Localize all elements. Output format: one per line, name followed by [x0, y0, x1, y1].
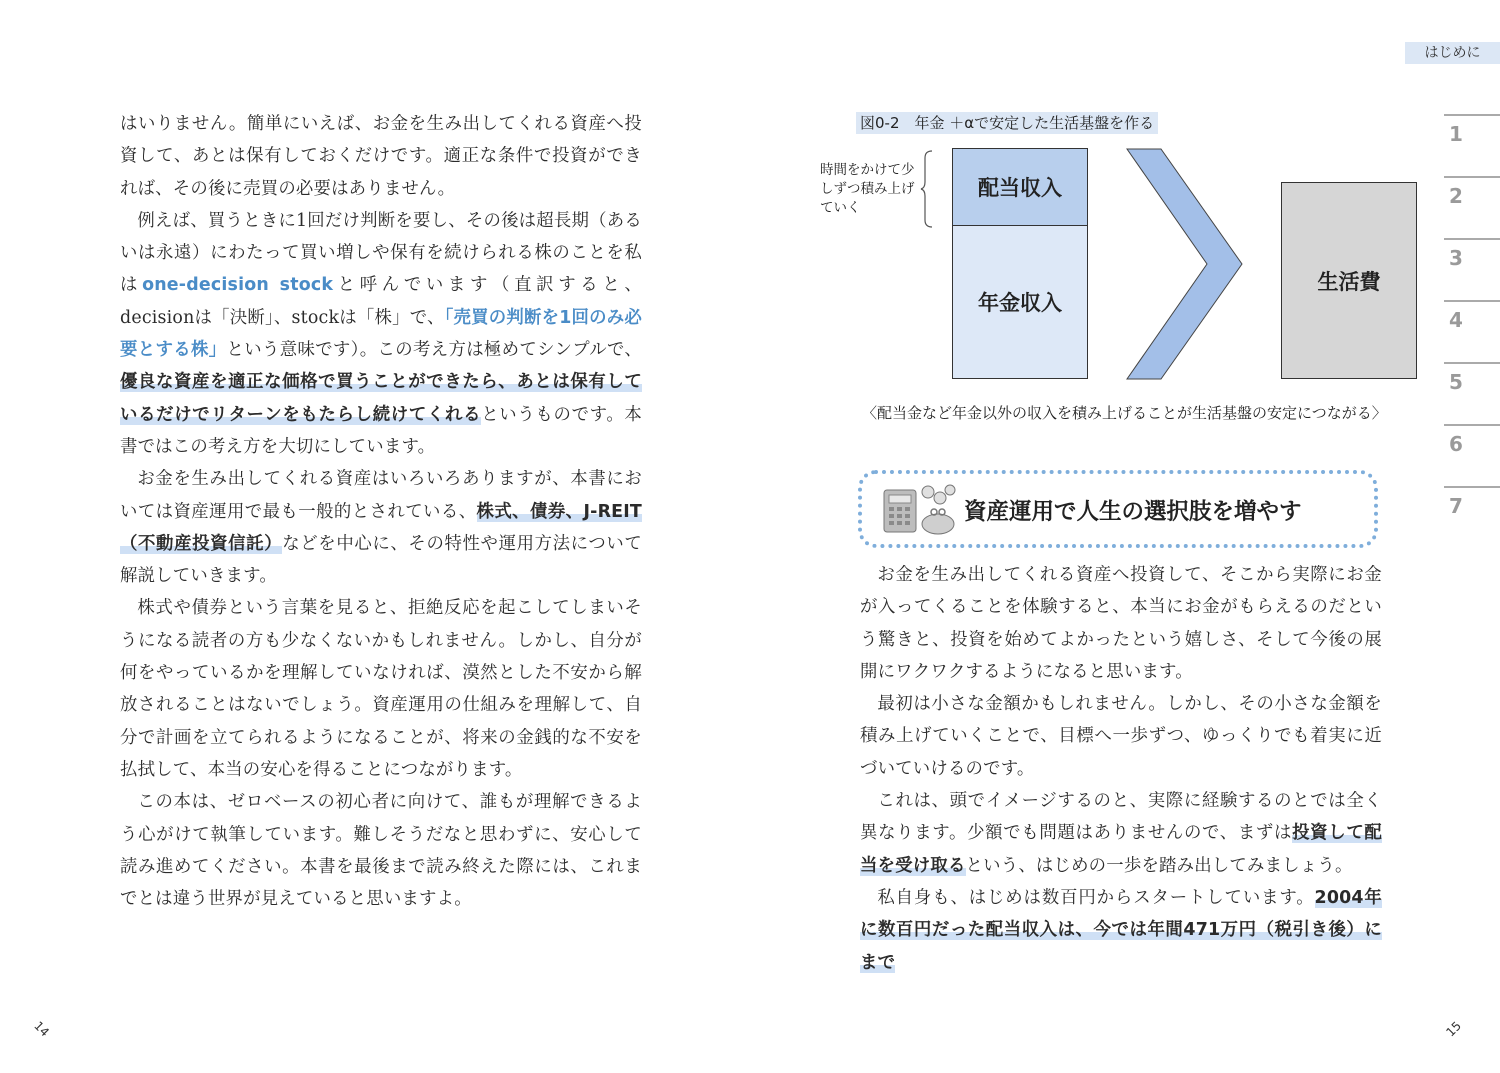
- text-run: お金を生み出してくれる資産はいろいろありますが、本書においては資産運用で最も一般的とされている、: [120, 469, 642, 522]
- paragraph: はいりません。簡単にいえば、お金を生み出してくれる資産へ投資して、あとは保有しておくだけです。適正な条件で投資ができれば、その後に売買の必要はありません。: [120, 114, 642, 199]
- paragraph: 最初は小さな金額かもしれません。しかし、その小さな金額を積み上げていくことで、目標へ一歩ずつ、ゆっくりでも着実に近づいていけるのです。: [860, 694, 1382, 779]
- chapter-number: 4: [1449, 308, 1463, 332]
- paragraph: [860, 882, 1382, 979]
- highlighted-text: 投資して配当を受け取る: [860, 823, 1382, 876]
- page-number-left: 14: [31, 1018, 52, 1040]
- text-run: という、はじめの一歩を踏み出してみましょう。: [965, 855, 1353, 876]
- paragraph: 株式や債券という言葉を見ると、拒絶反応を起こしてしまいそうになる読者の方も少なくないかもしれません。しかし、自分が何をやっているかを理解していなければ、漠然とした不安から解放されることはないでしょう。資産運用の仕組みを理解して、自分で計画を立てられるようになることが、将来の金銭的な不安を払拭して、本当の安心を得ることにつながります。: [120, 598, 642, 780]
- box-label: 配当収入: [978, 176, 1062, 200]
- term-one-decision-stock: one-decision stock: [142, 275, 334, 296]
- figure-caption: 〈配当金など年金以外の収入を積み上げることが生活基盤の安定につながる〉: [862, 404, 1387, 422]
- chapter-index-4[interactable]: [1444, 300, 1500, 364]
- chevron-arrow-icon: [1120, 148, 1246, 380]
- chapter-index-2[interactable]: [1444, 176, 1500, 240]
- chapter-number: 1: [1449, 122, 1463, 146]
- text-run: などを中心に、その特性や運用方法について解説していきます。: [120, 533, 642, 587]
- chapter-index-3[interactable]: [1444, 238, 1500, 302]
- chapter-number: 5: [1449, 370, 1463, 394]
- dividend-income-box: [952, 148, 1088, 226]
- highlighted-text: 2004年に数百円だった配当収入は、今では年間471万円（税引き後）にまで: [860, 887, 1382, 973]
- paragraph: [120, 463, 642, 592]
- chapter-number: 7: [1449, 494, 1463, 518]
- text-run: 私自身も、はじめは数百円からスタートしています。: [877, 887, 1315, 908]
- text-run: 例えば、買うときに1回だけ判断を要し、その後は超長期（あるいは永遠）にわたって買い増しや保有を続けられる株のことを私は: [120, 210, 642, 296]
- chapter-number: 6: [1449, 432, 1463, 456]
- right-page-body: [860, 559, 1382, 979]
- box-label: 年金収入: [978, 291, 1062, 315]
- chapter-index-1[interactable]: [1444, 114, 1500, 178]
- paragraph: [860, 785, 1382, 882]
- term-definition-quote: 「売買の判断を1回のみ必要とする株」: [120, 307, 642, 361]
- chapter-tab: はじめに: [1405, 42, 1500, 64]
- calculator-and-coin-purse-icon: [880, 484, 960, 538]
- chapter-index-6[interactable]: [1444, 424, 1500, 488]
- chapter-index-5[interactable]: [1444, 362, 1500, 426]
- figure-note: 時間をかけて少しずつ積み上げていく: [820, 162, 915, 216]
- paragraph: この本は、ゼロベースの初心者に向けて、誰もが理解できるよう心がけて執筆しています。難しそうだなと思わずに、安心して読み進めてください。本書を最後まで読み終えた際には、これまでとは違う世界が見えていると思いますよ。: [120, 792, 642, 910]
- chapter-number: 2: [1449, 184, 1463, 208]
- living-expenses-box: [1281, 182, 1417, 379]
- paragraph: お金を生み出してくれる資産へ投資して、そこから実際にお金が入ってくることを体験すると、本当にお金がもらえるのだという驚きと、投資を始めてよかったという嬉しさ、そして今後の展開にワクワクするようになると思います。: [860, 565, 1382, 682]
- brace-icon: [920, 150, 934, 228]
- text-run: というものです。本書ではこの考え方を大切にしています。: [120, 404, 642, 457]
- left-page-body: [120, 108, 642, 915]
- paragraph: [120, 205, 642, 463]
- pension-income-box: [952, 225, 1088, 379]
- section-heading-box: [858, 470, 1378, 548]
- text-run: と呼んでいます（直訳すると、decisionは「決断」、stockは「株」で、: [120, 275, 642, 328]
- highlighted-text: 株式、債券、J-REIT（不動産投資信託）: [120, 501, 642, 554]
- figure-title: 図0-2 年金 ＋αで安定した生活基盤を作る: [856, 112, 1158, 134]
- text-run: という意味です）。この考え方は極めてシンプルで、: [226, 340, 642, 361]
- page-number-right: 15: [1443, 1018, 1464, 1040]
- chapter-index-7[interactable]: [1444, 486, 1500, 550]
- box-label: 生活費: [1317, 269, 1381, 294]
- text-run: これは、頭でイメージするのと、実際に経験するのとでは全く異なります。少額でも問題はありませんので、まずは: [860, 791, 1382, 844]
- highlighted-text: 優良な資産を適正な価格で買うことができたら、あとは保有しているだけでリターンをもたらし続けてくれる: [120, 372, 642, 425]
- section-title: 資産運用で人生の選択肢を増やす: [964, 499, 1302, 525]
- chapter-number: 3: [1449, 246, 1463, 270]
